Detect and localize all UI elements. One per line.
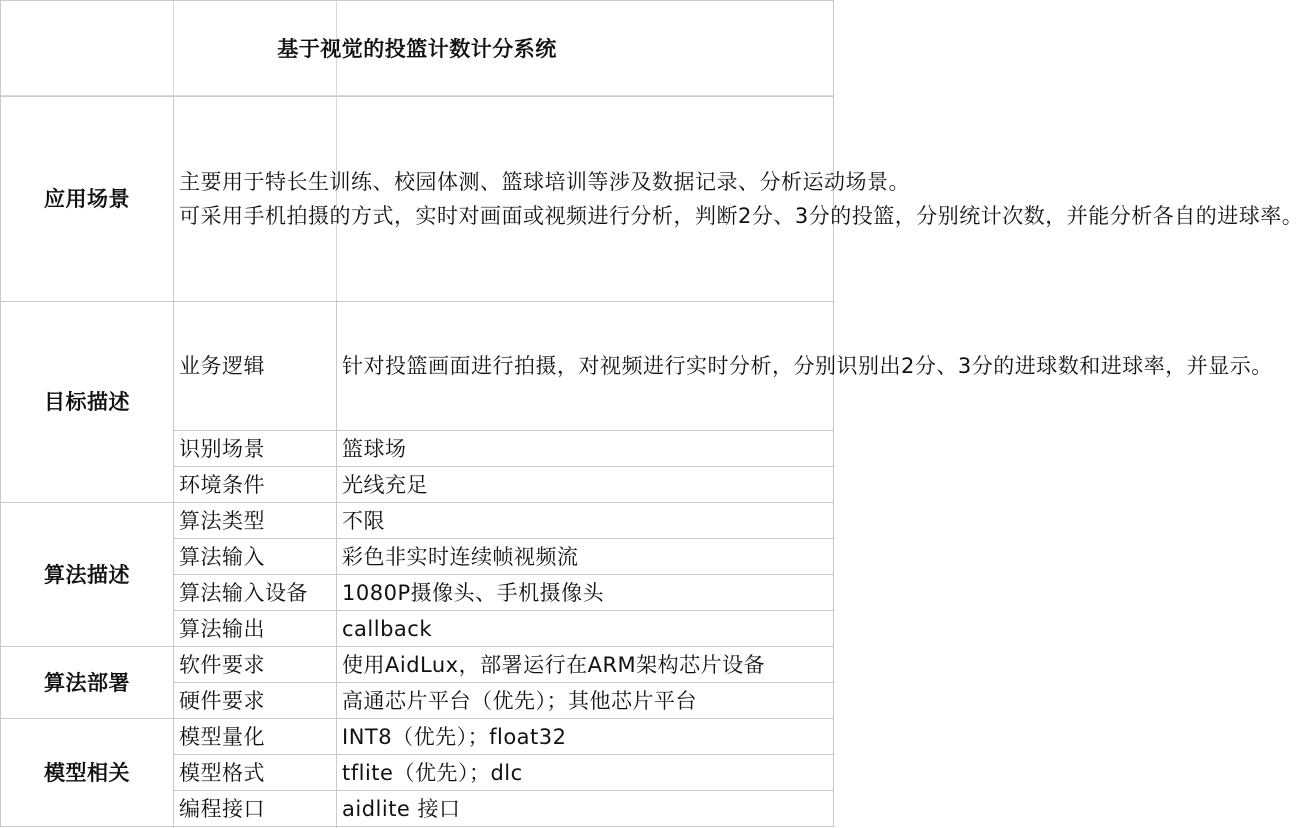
scenario-row	[1, 97, 834, 302]
table-row	[1, 647, 834, 683]
row-key[interactable]: 硬件要求	[174, 683, 337, 719]
scenario-paragraph: 可采用手机拍摄的方式，实时对画面或视频进行分析，判断2分、3分的投篮，分别统计次数，并能分析各自的进球率。	[179, 204, 1303, 228]
page-title[interactable]: 基于视觉的投篮计数计分系统	[1, 1, 834, 97]
row-value[interactable]: 针对投篮画面进行拍摄，对视频进行实时分析，分别识别出2分、3分的进球数和进球率，并显示。	[337, 302, 834, 431]
row-value[interactable]: 1080P摄像头、手机摄像头	[337, 575, 834, 611]
row-value[interactable]: callback	[337, 611, 834, 647]
section-label-scenario[interactable]: 应用场景	[1, 97, 174, 302]
row-key[interactable]: 模型格式	[174, 755, 337, 791]
row-key[interactable]: 编程接口	[174, 791, 337, 827]
row-key[interactable]: 软件要求	[174, 647, 337, 683]
row-value[interactable]: tflite（优先）；dlc	[337, 755, 834, 791]
row-value[interactable]: 篮球场	[337, 431, 834, 467]
row-key[interactable]: 算法输入设备	[174, 575, 337, 611]
row-key[interactable]: 模型量化	[174, 719, 337, 755]
row-key[interactable]: 算法类型	[174, 503, 337, 539]
row-key[interactable]: 识别场景	[174, 431, 337, 467]
row-value[interactable]: 使用AidLux，部署运行在ARM架构芯片设备	[337, 647, 834, 683]
table-row	[1, 719, 834, 755]
row-value[interactable]: INT8（优先）；float32	[337, 719, 834, 755]
title-row	[1, 1, 834, 97]
section-label-target[interactable]: 目标描述	[1, 302, 174, 503]
row-value[interactable]: 彩色非实时连续帧视频流	[337, 539, 834, 575]
scenario-paragraph: 主要用于特长生训练、校园体测、篮球培训等涉及数据记录、分析运动场景。	[179, 170, 910, 194]
table-row	[1, 302, 834, 431]
row-key[interactable]: 算法输入	[174, 539, 337, 575]
section-label-algorithm[interactable]: 算法描述	[1, 503, 174, 647]
section-label-deployment[interactable]: 算法部署	[1, 647, 174, 719]
row-key[interactable]: 业务逻辑	[174, 302, 337, 431]
row-value[interactable]: 高通芯片平台（优先）；其他芯片平台	[337, 683, 834, 719]
table-row	[1, 503, 834, 539]
row-key[interactable]: 算法输出	[174, 611, 337, 647]
row-value[interactable]: aidlite 接口	[337, 791, 834, 827]
section-label-model[interactable]: 模型相关	[1, 719, 174, 827]
row-value[interactable]: 不限	[337, 503, 834, 539]
row-key[interactable]: 环境条件	[174, 467, 337, 503]
scenario-description[interactable]	[174, 97, 1303, 302]
row-value[interactable]: 光线充足	[337, 467, 834, 503]
